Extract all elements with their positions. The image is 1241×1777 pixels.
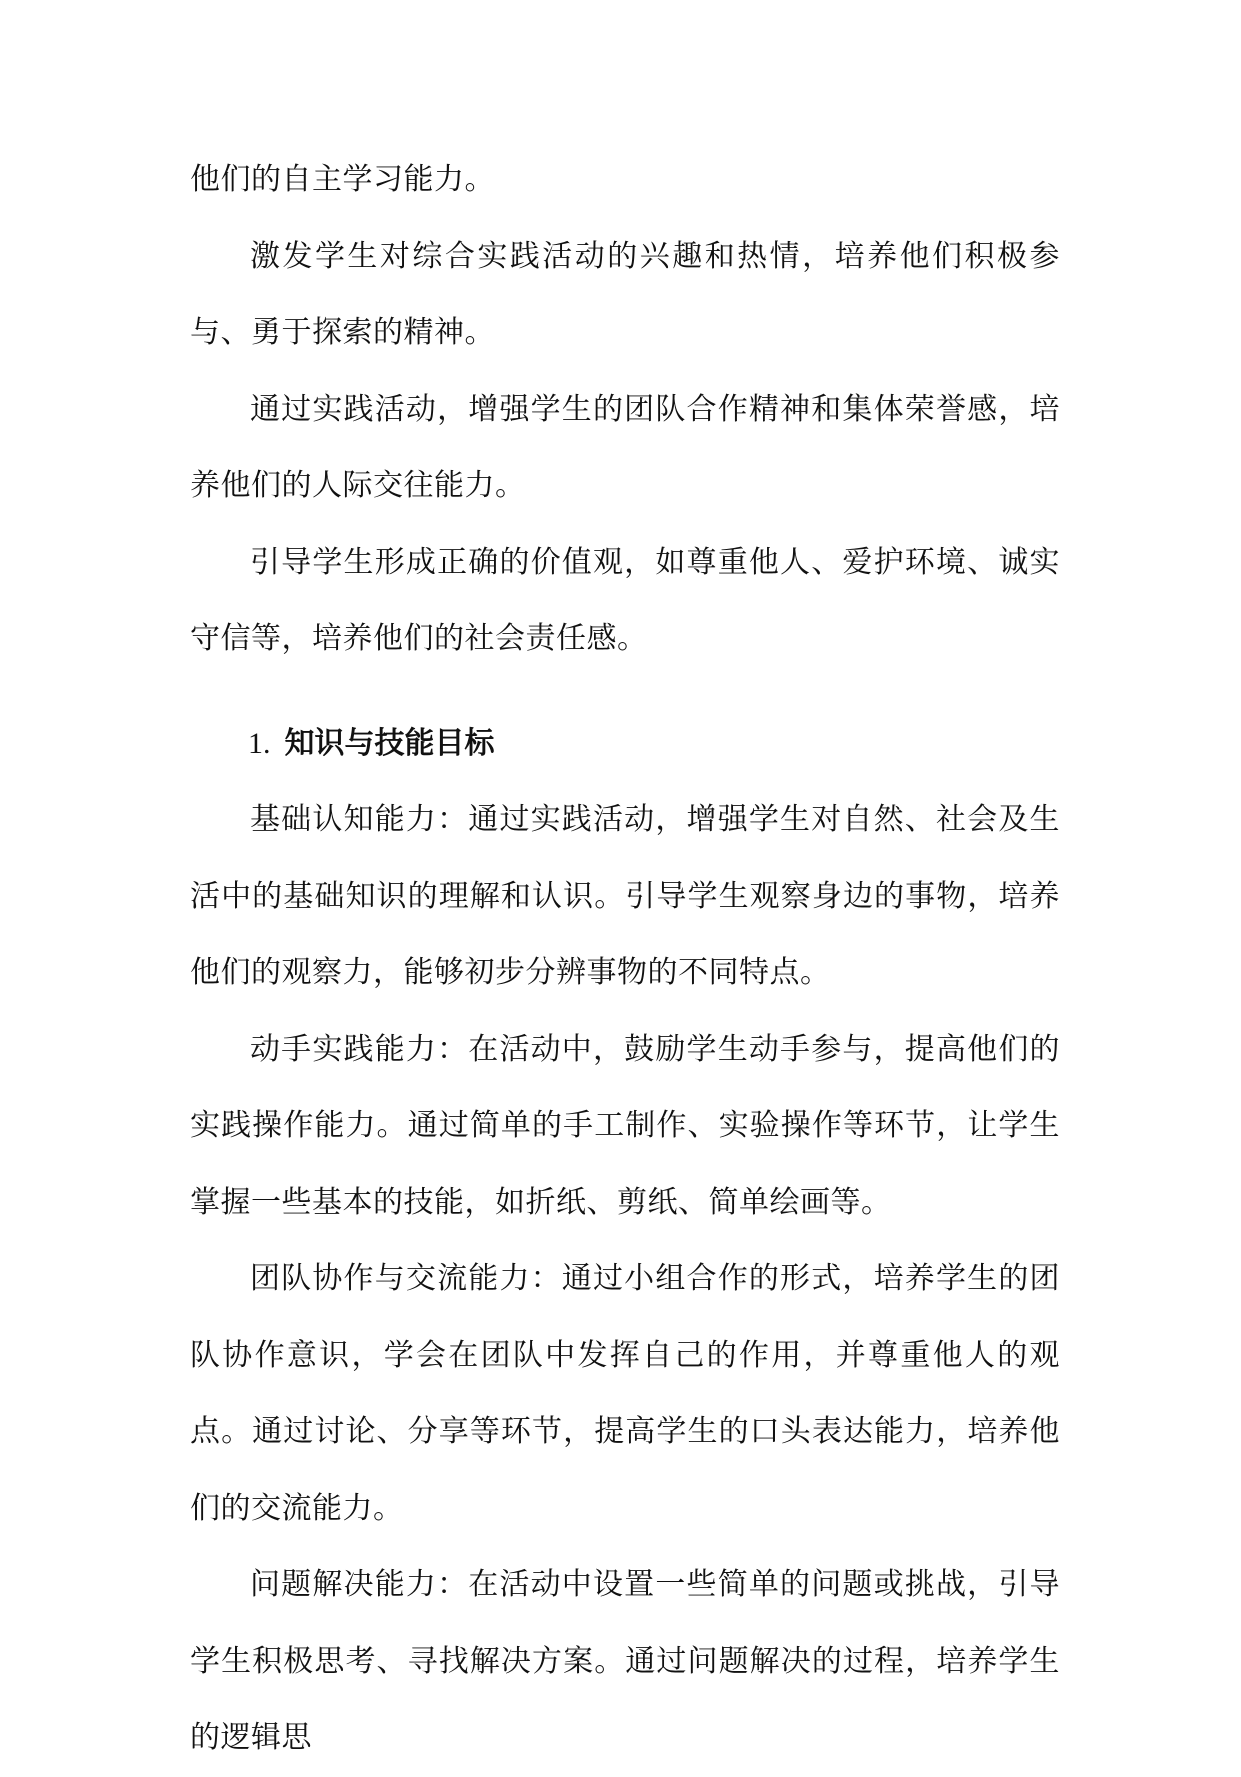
section-number: 1.	[248, 726, 271, 760]
section-title: 知识与技能目标	[284, 725, 495, 761]
document-body	[190, 142, 1060, 1777]
paragraph-problem-solving: 问题解决能力：在活动中设置一些简单的问题或挑战，引导学生积极思考、寻找解决方案。通过问题解决的过程，培养学生的逻辑思	[190, 1567, 1060, 1755]
paragraph-values: 引导学生形成正确的价值观，如尊重他人、爱护环境、诚实守信等，培养他们的社会责任感。	[190, 544, 1060, 656]
paragraph-teamwork: 通过实践活动，增强学生的团队合作精神和集体荣誉感，培养他们的人际交往能力。	[190, 391, 1060, 503]
section-heading	[190, 706, 1060, 783]
paragraph-interest: 激发学生对综合实践活动的兴趣和热情，培养他们积极参与、勇于探索的精神。	[190, 238, 1060, 350]
paragraph-basic-cognition: 基础认知能力：通过实践活动，增强学生对自然、社会及生活中的基础知识的理解和认识。引导学生观察身边的事物，培养他们的观察力，能够初步分辨事物的不同特点。	[190, 802, 1060, 990]
paragraph-hands-on: 动手实践能力：在活动中，鼓励学生动手参与，提高他们的实践操作能力。通过简单的手工制作、实验操作等环节，让学生掌握一些基本的技能，如折纸、剪纸、简单绘画等。	[190, 1031, 1060, 1220]
paragraph-continued: 他们的自主学习能力。	[190, 162, 495, 197]
paragraph-collaboration: 团队协作与交流能力：通过小组合作的形式，培养学生的团队协作意识，学会在团队中发挥自己的作用，并尊重他人的观点。通过讨论、分享等环节，提高学生的口头表达能力，培养他们的交流能力。	[190, 1261, 1060, 1526]
